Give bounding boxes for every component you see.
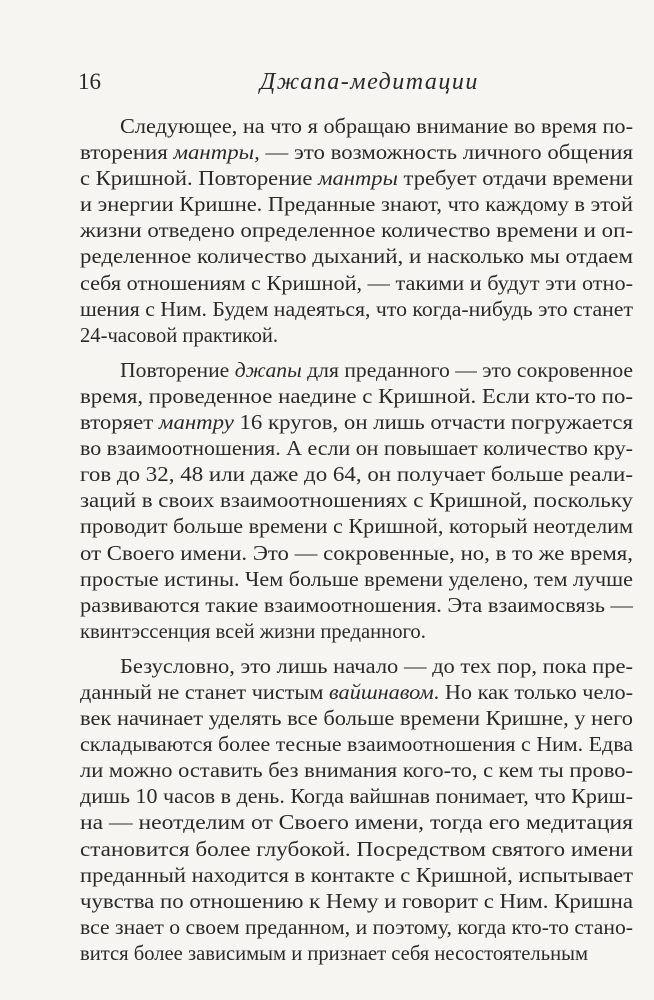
- text-line: [80, 244, 633, 270]
- text-line: [80, 218, 633, 244]
- text-line: [80, 410, 633, 436]
- text-line: [80, 732, 633, 758]
- text-line: [80, 462, 633, 488]
- text-line: [80, 271, 633, 297]
- text-run: ли можно оставить без внимания кого-то, с кем ты прово-: [80, 760, 633, 783]
- text-line: [80, 192, 633, 218]
- text-line: [80, 297, 633, 323]
- body-text: [80, 114, 633, 967]
- text-line: [80, 941, 633, 967]
- italic-term: джапы: [234, 359, 302, 382]
- page-header: [78, 62, 654, 102]
- italic-term: вайшнавом: [329, 681, 434, 704]
- text-run: складываются более тесные взаимоотношения с Ним. Едва: [80, 734, 634, 757]
- text-line: [80, 514, 633, 540]
- text-run: требует отдачи времени: [397, 168, 633, 191]
- text-line: [80, 593, 633, 619]
- text-line: [80, 706, 633, 732]
- text-run: Повторение: [120, 359, 235, 382]
- text-run: Безусловно, это лишь начало — до тех пор, пока пре-: [120, 655, 633, 678]
- text-line: [80, 863, 633, 889]
- text-run: вится более зависимым и признает себя несостоятельным: [80, 942, 588, 965]
- text-line: [80, 810, 633, 836]
- text-run: развиваются такие взаимоотношения. Эта взаимосвязь —: [80, 594, 633, 617]
- text-run: гов до 32, 48 или даже до 64, он получает больше реали-: [80, 464, 633, 487]
- text-run: становится более глубокой. Посредством святого имени: [80, 838, 633, 861]
- text-run: данный не станет чистым: [80, 681, 330, 704]
- text-run: вторяет: [80, 412, 159, 435]
- text-run: простые истины. Чем больше времени уделено, тем лучше: [80, 568, 633, 591]
- page-number: 16: [78, 69, 101, 94]
- text-line: [80, 541, 633, 567]
- paragraph: [80, 654, 633, 967]
- text-run: 16 кругов, он лишь отчасти погружается: [233, 412, 633, 435]
- text-line: [80, 166, 633, 192]
- text-run: жизни отведено определенное количество времени и оп-: [80, 220, 633, 243]
- italic-term: мантру: [158, 412, 234, 435]
- text-line: [80, 654, 633, 680]
- text-line: [80, 323, 633, 349]
- text-run: вторения: [80, 142, 174, 165]
- text-line: [80, 619, 633, 645]
- paragraph: [80, 114, 633, 349]
- text-run: себя отношениям с Кришной, — такими и будут эти отно-: [80, 272, 633, 295]
- text-run: 24-часовой практикой.: [80, 324, 279, 347]
- text-run: шения с Ним. Будем надеяться, что когда-нибудь это станет: [80, 298, 633, 321]
- text-run: — это возможность личного общения: [259, 142, 633, 165]
- text-line: [80, 488, 633, 514]
- text-run: Следующее, на что я обращаю внимание во время по-: [120, 116, 633, 138]
- text-run: дишь 10 часов в день. Когда вайшнав понимает, что Криш-: [80, 786, 633, 809]
- text-run: ределенное количество дыханий, и насколько мы отдаем: [80, 246, 633, 269]
- text-run: с Кришной. Повторение: [80, 168, 319, 191]
- text-run: и энергии Кришне. Преданные знают, что каждому в этой: [80, 194, 633, 217]
- text-run: заций в своих взаимоотношениях с Кришной, поскольку: [80, 490, 633, 513]
- text-line: [80, 889, 633, 915]
- text-line: [80, 784, 633, 810]
- italic-term: мантры: [318, 168, 398, 191]
- text-line: [80, 114, 633, 140]
- text-run: от Своего имени. Это — сокровенные, но, в то же время,: [80, 542, 633, 565]
- text-run: для преданного — это сокровенное: [301, 359, 633, 382]
- text-line: [80, 680, 633, 706]
- text-run: преданный находится в контакте с Кришной, испытывает: [80, 864, 633, 887]
- text-run: время, проведенное наедине с Кришной. Если кто-то по-: [80, 385, 633, 408]
- text-run: все знает о своем преданном, и поэтому, когда кто-то стано-: [80, 916, 633, 939]
- text-run: во взаимоотношения. А если он повышает количество кру-: [80, 438, 633, 461]
- text-line: [80, 140, 633, 166]
- paragraph-gap: [80, 645, 633, 654]
- text-line: [80, 915, 633, 941]
- text-line: [80, 436, 633, 462]
- paragraph-gap: [80, 349, 633, 358]
- text-line: [80, 384, 633, 410]
- italic-term: мантры,: [173, 142, 260, 165]
- text-line: [80, 758, 633, 784]
- text-run: квинтэссенция всей жизни преданного.: [80, 620, 426, 643]
- running-title: Джапа-медитации: [260, 69, 479, 95]
- text-run: на — неотделим от Своего имени, тогда его медитация: [80, 812, 633, 835]
- text-run: чувства по отношению к Нему и говорит с Ним. Кришна: [80, 890, 633, 913]
- text-run: проводит больше времени с Кришной, который неотделим: [80, 516, 633, 539]
- text-run: век начинает уделять все больше времени Кришне, у него: [80, 708, 633, 731]
- text-run: . Но как только чело-: [433, 681, 633, 704]
- text-line: [80, 567, 633, 593]
- paragraph: [80, 358, 633, 645]
- text-line: [80, 837, 633, 863]
- text-line: [80, 358, 633, 384]
